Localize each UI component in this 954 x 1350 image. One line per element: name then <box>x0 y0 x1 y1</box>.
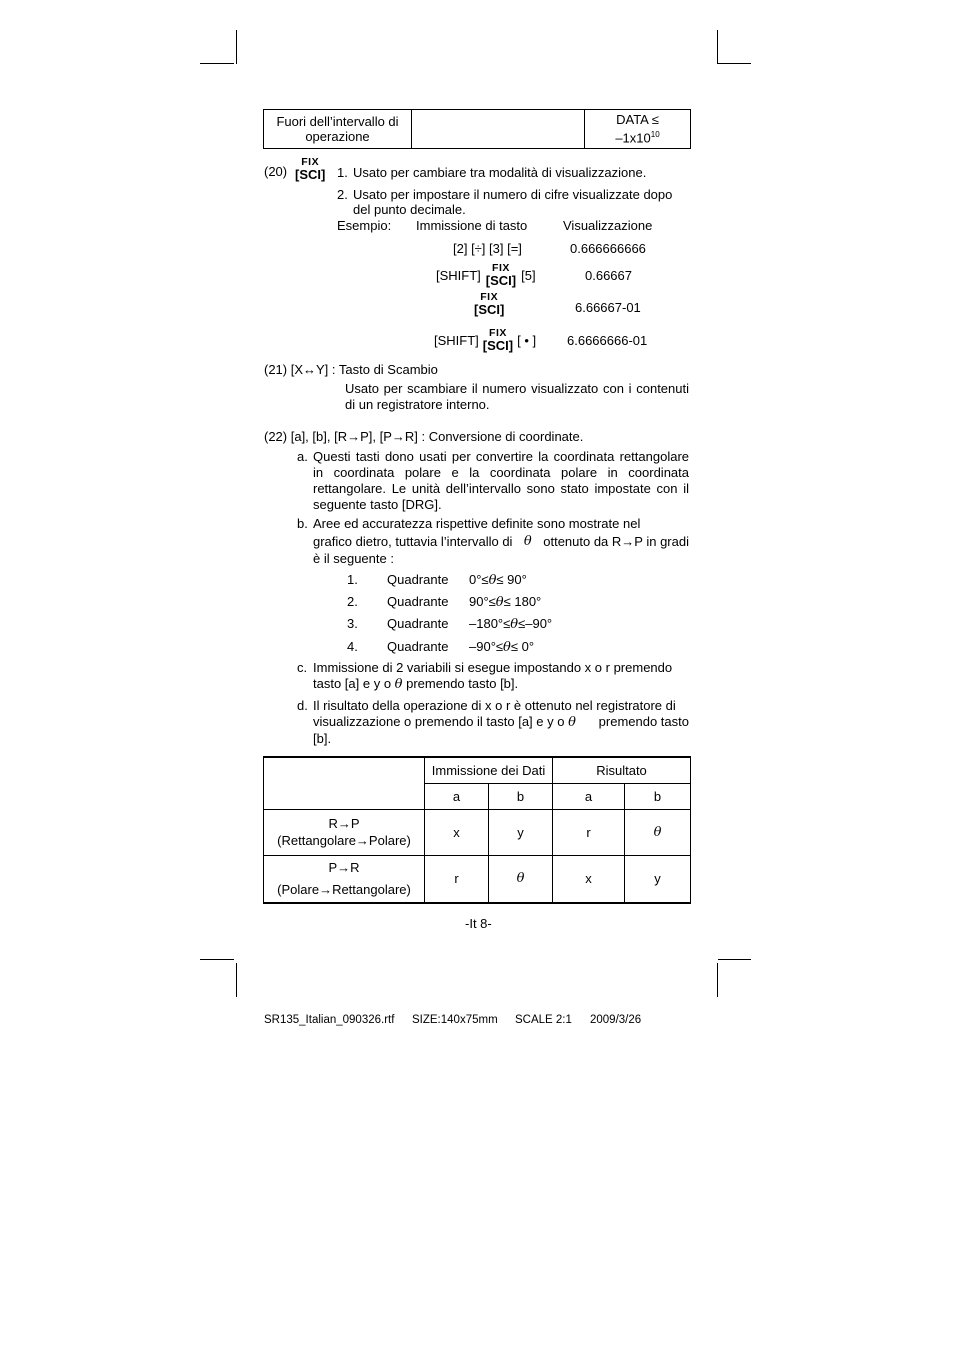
footer-scale: SCALE 2:1 <box>515 1014 572 1026</box>
example-display: 6.6666666-01 <box>567 333 648 348</box>
table-cell: x <box>425 809 489 855</box>
footer-size: SIZE:140x75mm <box>412 1014 498 1026</box>
quadrant-range: –90°≤θ≤ 0° <box>469 639 535 655</box>
table-cell: θ <box>625 809 691 855</box>
data-limit-line2: $-1x10^{10}$ <box>615 130 660 146</box>
item-text: Immissione di 2 variabili si esegue impostando x o r premendo <box>313 660 673 675</box>
quadrant-label: Quadrante <box>387 616 449 631</box>
example-display: 0.666666666 <box>570 241 646 256</box>
item-label: c. <box>297 660 308 675</box>
row-label-rp: R→P (Rettangolare→Polare) <box>264 809 425 855</box>
header-input: Immissione dei Dati <box>425 757 553 783</box>
crop-mark <box>200 63 234 64</box>
fix-sci-key: FIX [SCI] <box>485 262 517 288</box>
item-text: Usato per cambiare tra modalità di visualizzazione. <box>353 165 647 180</box>
quadrant-number: 2. <box>347 594 358 609</box>
section21-title: (21) [X↔Y] : Tasto di Scambio <box>264 362 438 377</box>
range-table <box>263 109 691 149</box>
crop-mark <box>236 963 237 997</box>
footer-file: SR135_Italian_090326.rtf <box>264 1014 395 1026</box>
fix-sci-key: FIX [SCI] <box>482 327 514 353</box>
quadrant-label: Quadrante <box>387 572 449 587</box>
fix-sci-key: FIX [SCI] <box>295 156 326 182</box>
item-label: a. <box>297 449 308 464</box>
table-cell: θ <box>489 855 553 903</box>
row-label-pr: P→R (Polare→Rettangolare) <box>264 855 425 903</box>
example-input: [SHIFT] FIX [SCI] [ • ] <box>434 327 537 353</box>
table-corner-cell <box>264 757 425 809</box>
section21-text: Usato per scambiare il numero visualizzato con i contenuti di un registratore interno. <box>345 381 689 412</box>
section22-title: (22) [a], [b], [R→P], [P→R] : Conversione di coordinate. <box>264 429 584 444</box>
subheader-b: b <box>489 783 553 809</box>
column-header-display: Visualizzazione <box>563 218 653 233</box>
header-result: Risultato <box>553 757 691 783</box>
item-label: b. <box>297 516 308 531</box>
crop-mark <box>717 963 718 997</box>
crop-mark <box>717 30 718 64</box>
column-header-input: Immissione di tasto <box>416 218 528 233</box>
quadrant-number: 1. <box>347 572 358 587</box>
item-text: Questi tasti dono usati per convertire la coordinata rettangolare in coordinata polare e la coordinata polare in coordinata rettangolare. Le unità dell’intervallo sono stato impostate con il seguente tasto [DRG]. <box>313 449 689 512</box>
quadrant-range: 90°≤θ≤ 180° <box>469 594 542 610</box>
example-display: 6.66667-01 <box>575 300 641 315</box>
item-text: grafico dietro, tuttavia l’intervallo di θ ottenuto da R→P in gradi <box>313 534 689 549</box>
data-limit-line1: DATA ≤ <box>616 112 659 128</box>
crop-mark <box>718 959 751 960</box>
item-text: Usato per impostare il numero di cifre visualizzate dopo del punto decimale. <box>353 187 673 217</box>
item-text: è il seguente : <box>313 551 394 566</box>
quadrant-number: 4. <box>347 639 358 654</box>
example-display: 0.66667 <box>585 268 632 283</box>
quadrant-range: 0°≤θ≤ 90° <box>469 572 527 588</box>
quadrant-range: –180°≤θ≤–90° <box>469 616 553 632</box>
table-cell: y <box>489 809 553 855</box>
table-cell: r <box>425 855 489 903</box>
theta-symbol: θ <box>568 715 576 730</box>
example-input: [SHIFT] FIX [SCI] [5] <box>436 262 536 288</box>
conversion-table <box>263 756 691 904</box>
item-text: Il risultato della operazione di x o r è ottenuto nel registratore di <box>313 698 676 713</box>
range-cell-empty <box>412 110 585 149</box>
example-input: [2] [÷] [3] [=] <box>453 241 522 256</box>
subheader-a: a <box>425 783 489 809</box>
item-text: [b]. <box>313 731 332 746</box>
table-cell: r <box>553 809 625 855</box>
item-number: 1. <box>337 165 348 180</box>
range-cell-data <box>585 110 691 149</box>
item-label: d. <box>297 698 308 713</box>
quadrant-label: Quadrante <box>387 594 449 609</box>
item-text: tasto [a] e y o θ premendo tasto [b]. <box>313 676 519 692</box>
subheader-a: a <box>553 783 625 809</box>
fix-sci-key: FIX [SCI] <box>474 291 505 317</box>
theta-symbol: θ <box>394 677 403 692</box>
quadrant-label: Quadrante <box>387 639 449 654</box>
item-number: 2. <box>337 187 348 202</box>
crop-mark <box>718 63 751 64</box>
page-number: -It 8- <box>465 916 492 931</box>
range-cell-label: Fuori dell’intervallo di operazione <box>264 110 412 149</box>
crop-mark <box>236 30 237 64</box>
item-text: visualizzazione o premendo il tasto [a] e y o θ premendo tasto <box>313 714 689 730</box>
subheader-b: b <box>625 783 691 809</box>
quadrant-number: 3. <box>347 616 358 631</box>
item-text: Aree ed accuratezza rispettive definite sono mostrate nel <box>313 516 641 531</box>
table-cell: y <box>625 855 691 903</box>
footer-date: 2009/3/26 <box>590 1014 642 1026</box>
theta-symbol: θ <box>523 534 532 549</box>
table-cell: x <box>553 855 625 903</box>
crop-mark <box>200 959 234 960</box>
section20-number: (20) <box>264 164 288 179</box>
example-label: Esempio: <box>337 218 392 233</box>
